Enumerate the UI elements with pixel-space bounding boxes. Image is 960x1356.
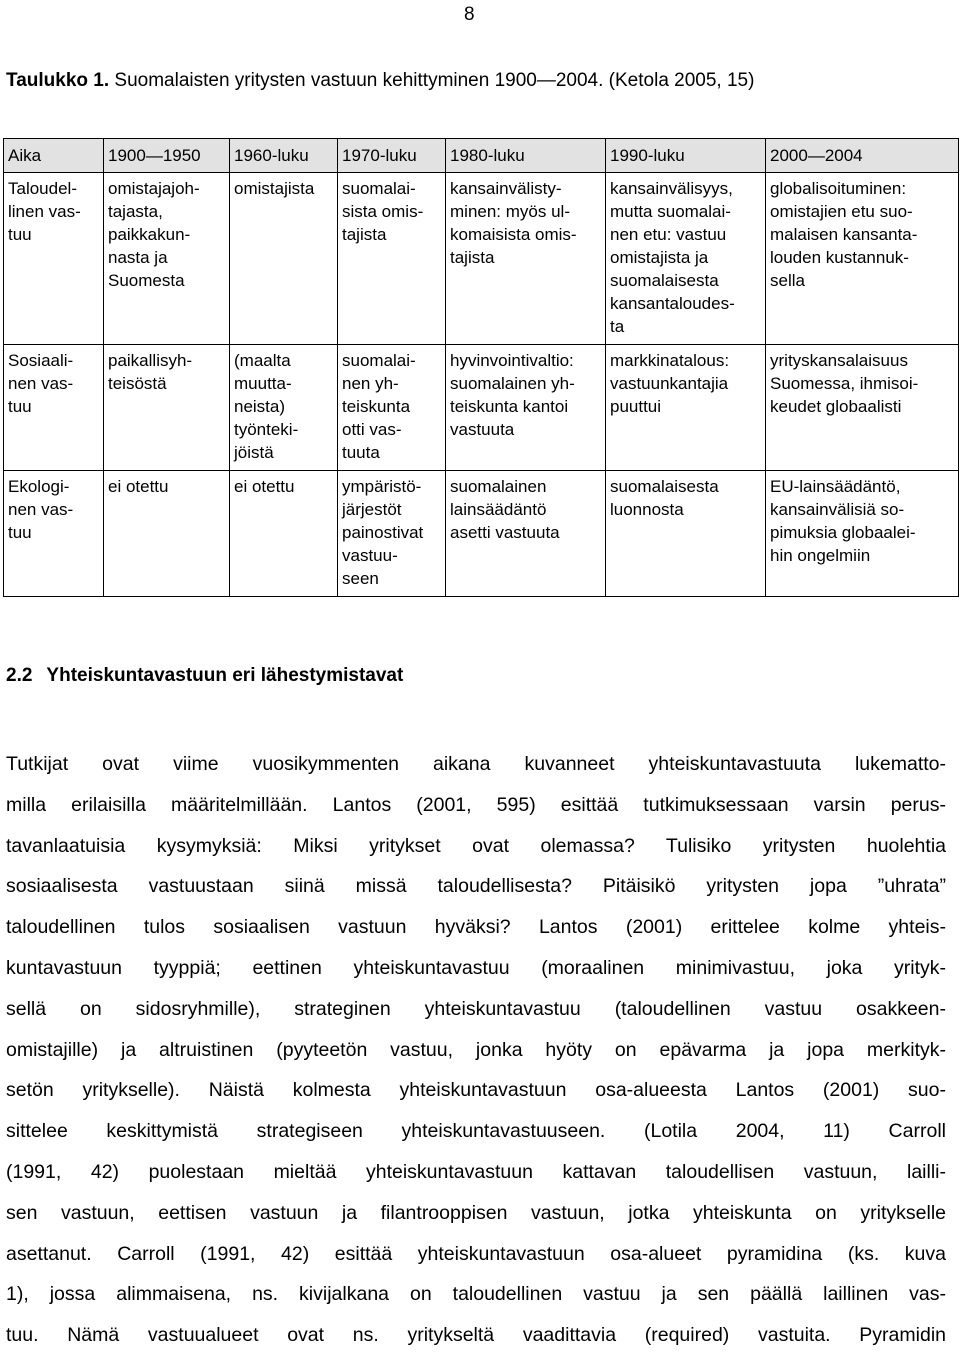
table-cell xyxy=(766,173,959,345)
table-cell xyxy=(446,345,606,471)
table-cell xyxy=(104,345,230,471)
header-cell: 1900—1950 xyxy=(104,139,230,173)
paragraph-line: 1), jossa alimmaisena, ns. kivijalkana on taloudellinen vastuu ja sen päällä laillinen vas- xyxy=(6,1283,946,1306)
cell-text: yrityskansalaisuus Suomessa, ihmisoi- keudet globaalisti xyxy=(770,351,919,416)
row-label-cell xyxy=(4,345,104,471)
paragraph-line: sen vastuun, eettisen vastuun ja filantrooppisen vastuun, jotka yhteiskunta on yritykselle xyxy=(6,1201,946,1224)
section-number: 2.2 xyxy=(6,665,33,686)
row-label-cell xyxy=(4,471,104,597)
paragraph-line: milla erilaisilla määritelmillään. Lantos (2001, 595) esittää tutkimuksessaan varsin perus- xyxy=(6,793,946,816)
cell-text: omistajista xyxy=(234,179,315,198)
table-cell xyxy=(104,173,230,345)
cell-text: (maalta muutta- neista) työnteki- jöistä xyxy=(234,351,299,462)
paragraph-line: sosiaalisesta vastuustaan siinä missä taloudellisesta? Pitäisikö yritysten jopa ”uhrata” xyxy=(6,875,946,898)
cell-text: suomalai- sista omis- tajista xyxy=(342,179,424,244)
paragraph-line: setön yritykselle). Näistä kolmesta yhteiskuntavastuun osa-alueesta Lantos (2001) suo- xyxy=(6,1079,946,1102)
cell-text: markkinatalous: vastuunkantajia puuttui xyxy=(610,351,730,416)
cell-text: paikallisyh- teisöstä xyxy=(108,351,193,393)
header-cell: 1980-luku xyxy=(446,139,606,173)
cell-text: ympäristö- järjestöt painostivat vastuu- seen xyxy=(342,477,424,588)
paragraph-line: tavanlaatuisia kysymyksiä: Miksi yritykset ovat olemassa? Tulisiko yritysten huolehtia xyxy=(6,834,946,857)
cell-text: EU-lainsäädäntö, kansainvälisiä so- pimuksia globaalei- hin ongelmiin xyxy=(770,477,916,565)
header-cell: 1960-luku xyxy=(230,139,338,173)
header-cell: 2000—2004 xyxy=(766,139,959,173)
row-label: Ekologi- nen vas- tuu xyxy=(8,477,74,542)
body-paragraph xyxy=(6,744,946,1356)
header-cell: 1990-luku xyxy=(606,139,766,173)
table-cell xyxy=(446,471,606,597)
table-caption-label: Taulukko 1. xyxy=(6,70,110,91)
section-heading xyxy=(6,665,403,687)
paragraph-line: sittelee keskittymistä strategiseen yhteiskuntavastuuseen. (Lotila 2004, 11) Carroll xyxy=(6,1120,946,1143)
responsibility-table xyxy=(3,138,959,597)
row-label: Sosiaali- nen vas- tuu xyxy=(8,351,74,416)
cell-text: globalisoituminen: omistajien etu suo- malaisen kansanta- louden kustannuk- sella xyxy=(770,179,918,290)
table-cell xyxy=(446,173,606,345)
cell-text: kansainvälisyys, mutta suomalai- nen etu: vastuu omistajista ja suomalaisesta kansantaloudes- ta xyxy=(610,179,735,336)
cell-text: hyvinvointivaltio: suomalainen yh- teiskunta kantoi vastuuta xyxy=(450,351,575,439)
paragraph-line: kuntavastuun tyyppiä; eettinen yhteiskuntavastuu (moraalinen minimivastuu, joka yrityk- xyxy=(6,956,946,979)
cell-text: suomalainen lainsäädäntö asetti vastuuta xyxy=(450,477,560,542)
paragraph-line: (1991, 42) puolestaan mieltää yhteiskuntavastuun kattavan taloudellisen vastuun, lailli- xyxy=(6,1160,946,1183)
table-caption xyxy=(6,70,754,92)
table-cell xyxy=(104,471,230,597)
table-cell xyxy=(338,345,446,471)
table-cell xyxy=(766,471,959,597)
table-cell xyxy=(338,471,446,597)
table-header-row xyxy=(4,139,959,173)
paragraph-line: Tutkijat ovat viime vuosikymmenten aikana kuvanneet yhteiskuntavastuuta lukematto- xyxy=(6,753,946,775)
cell-text: suomalaisesta luonnosta xyxy=(610,477,719,519)
section-title: Yhteiskuntavastuun eri lähestymistavat xyxy=(46,665,404,686)
cell-text: suomalai- nen yh- teiskunta otti vas- tuuta xyxy=(342,351,416,462)
paragraph-line: asettanut. Carroll (1991, 42) esittää yhteiskuntavastuun osa-alueet pyramidina (ks. kuva xyxy=(6,1242,946,1265)
cell-text: ei otettu xyxy=(234,477,295,496)
table-cell xyxy=(606,173,766,345)
table-cell xyxy=(338,173,446,345)
table-row xyxy=(4,471,959,597)
cell-text: omistajajoh- tajasta, paikkakun- nasta ja Suomesta xyxy=(108,179,200,290)
table-cell xyxy=(230,173,338,345)
table-cell xyxy=(230,345,338,471)
paragraph-line: taloudellinen tulos sosiaalisen vastuun hyväksi? Lantos (2001) erittelee kolme yhteis- xyxy=(6,916,946,939)
table-cell xyxy=(606,471,766,597)
cell-text: kansainvälisty- minen: myös ul- komaisista omis- tajista xyxy=(450,179,577,267)
table-caption-text: Suomalaisten yritysten vastuun kehittyminen 1900—2004. (Ketola 2005, 15) xyxy=(114,70,755,91)
page-number: 8 xyxy=(464,4,475,25)
table-row xyxy=(4,345,959,471)
paragraph-line: omistajille) ja altruistinen (pyyteetön vastuu, jonka hyöty on epävarma ja jopa merkityk- xyxy=(6,1038,946,1061)
table-row xyxy=(4,173,959,345)
paragraph-line: tuu. Nämä vastuualueet ovat ns. yritykseltä vaadittavia (required) vastuita. Pyramidin xyxy=(6,1324,946,1347)
row-label-cell xyxy=(4,173,104,345)
cell-text: ei otettu xyxy=(108,477,169,496)
table-cell xyxy=(230,471,338,597)
paragraph-line: sellä on sidosryhmille), strateginen yhteiskuntavastuu (taloudellinen vastuu osakkeen- xyxy=(6,997,946,1020)
header-cell: Aika xyxy=(4,139,104,173)
header-cell: 1970-luku xyxy=(338,139,446,173)
row-label: Taloudel- linen vas- tuu xyxy=(8,179,81,244)
table-cell xyxy=(606,345,766,471)
table-cell xyxy=(766,345,959,471)
